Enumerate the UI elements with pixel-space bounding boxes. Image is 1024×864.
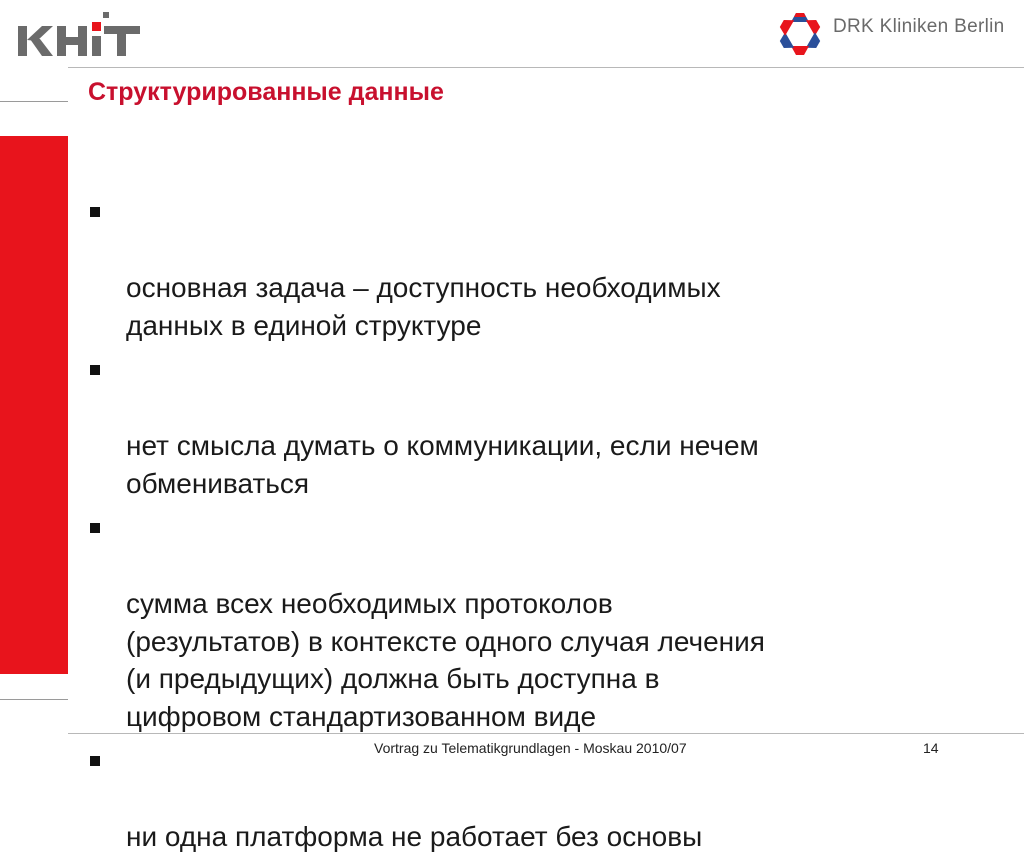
drk-logo-text: DRK Kliniken Berlin bbox=[833, 16, 1005, 37]
slide-title: Структурированные данные bbox=[88, 78, 444, 106]
bullet-text: нет смысла думать о коммуникации, если нечем обмениваться bbox=[126, 430, 759, 499]
khit-logo bbox=[18, 12, 140, 60]
left-divider-bottom bbox=[0, 699, 68, 700]
bullet-text: сумма всех необходимых протоколов (результатов) в контексте одного случая лечения (и предыдущих) должна быть доступна в цифровом стандартизованном виде bbox=[126, 588, 765, 732]
bullet-square-icon bbox=[90, 756, 100, 766]
top-divider bbox=[68, 67, 1024, 68]
khit-logo-icon bbox=[18, 12, 140, 60]
red-side-band bbox=[0, 136, 68, 674]
bullet-text: основная задача – доступность необходимых данных в единой структуре bbox=[126, 272, 721, 341]
bullet-text: ни одна платформа не работает без основы bbox=[126, 821, 703, 852]
drk-logo bbox=[777, 12, 1017, 56]
bullet-list bbox=[88, 194, 948, 864]
bullet-item bbox=[88, 743, 948, 856]
left-divider-top bbox=[0, 101, 68, 102]
drk-logo-icon bbox=[777, 11, 823, 57]
bullet-item bbox=[88, 510, 948, 735]
bullet-item bbox=[88, 352, 948, 502]
bullet-square-icon bbox=[90, 523, 100, 533]
bullet-item bbox=[88, 194, 948, 344]
bullet-square-icon bbox=[90, 207, 100, 217]
bullet-square-icon bbox=[90, 365, 100, 375]
page-number: 14 bbox=[923, 740, 939, 756]
footer-text: Vortrag zu Telematikgrundlagen - Moskau 2010/07 bbox=[374, 740, 687, 756]
